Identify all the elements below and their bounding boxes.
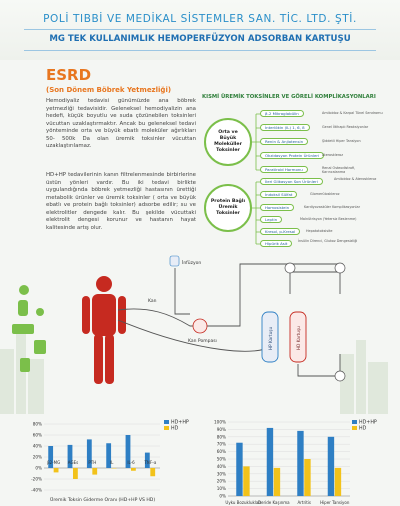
- city-background: [0, 334, 388, 414]
- y-tick-label: 70%: [216, 441, 226, 447]
- toxin-desc: Ateroskleroz: [322, 153, 344, 157]
- toxin-desc: Malnütrisyon (Yetersiz Beslenme): [300, 217, 357, 221]
- pressure-gauge-icon: [335, 371, 345, 381]
- y-tick-label: 80%: [216, 434, 226, 440]
- category-label: Uyku Bozuklukları: [225, 500, 262, 505]
- pump-label: Kan Pompası: [188, 339, 217, 344]
- toxin-item: Kresol, p-Kresol: [260, 228, 300, 235]
- category-label: AGEs: [67, 460, 79, 465]
- legend-hdhp: HD+HP: [359, 420, 377, 426]
- bar-hd: [274, 468, 280, 496]
- chart-title: Üremik Toksin Giderme Oranı (HD+HP VS HD): [50, 498, 156, 503]
- legend-hdhp: HD+HP: [171, 420, 189, 426]
- toxin-desc: Amiloidoz & Ateroskleroz: [334, 177, 377, 181]
- category-label: TNF-α: [144, 460, 157, 465]
- toxin-desc: Genel İltihaplı Reaksiyonlar: [322, 125, 369, 129]
- legend-swatch-hdhp: [164, 420, 169, 424]
- hp-cartridge-label: HP Kartuşu: [268, 326, 273, 350]
- legend-swatch-hd: [352, 426, 357, 430]
- toxin-desc: Amiloidoz & Karpal Tünel Sendromu: [322, 111, 383, 115]
- legend-swatch-hd: [164, 426, 169, 430]
- y-tick-label: -20%: [31, 476, 42, 482]
- header-divider: [24, 29, 376, 30]
- toxin-desc: Renal Osteodistrofi, Karıncalanma: [322, 166, 356, 174]
- diagram-title: KISMİ ÜREMİK TOKSİNLER VE GÖRELİ KOMPLİKASYONLARI: [202, 94, 376, 100]
- hd-cartridge-label: HD Kartuşu: [296, 326, 301, 350]
- blood-pump-icon: [193, 319, 207, 333]
- category-label: IL-6: [127, 460, 135, 465]
- group1-label: Orta ve Büyük Moleküller Toksinler: [214, 130, 242, 153]
- chart-legend: [352, 420, 377, 431]
- bar-hd: [54, 468, 59, 472]
- toxin-item: İleri Glikasyon Son Ürünleri: [260, 178, 323, 185]
- legend-hd: HD: [359, 426, 367, 431]
- y-tick-label: -40%: [31, 487, 42, 493]
- bar-hdhp: [267, 428, 273, 496]
- toxin-desc: Glomerüloskleroz: [310, 192, 340, 196]
- blood-tubing: [118, 264, 340, 376]
- pressure-gauge-icon: [335, 263, 345, 273]
- y-tick-label: 40%: [216, 463, 226, 469]
- toxin-removal-chart: [24, 416, 202, 506]
- category-label: PTH: [88, 460, 97, 465]
- y-tick-label: 20%: [216, 478, 226, 484]
- toxin-item: Hipürik Asit: [260, 240, 292, 247]
- y-tick-label: 0%: [219, 493, 226, 499]
- esrd-paragraph-1: Hemodiyaliz tedavisi günümüzde ana böbrek yetmezliği tedavisidir. Geleneksel hemodiyalizin ana hedefi, küçük boyutlu ve suda çözünebilen toksinleri vücuttan uzaklaştırmaktır. Ancak bu geleneksel tedavi yönteminde orta ve büyük ebatlı moleküler ağırlıkları 50- 500k Da olan üremik toksinler vücuttan uzaklaştırılamaz.: [46, 98, 196, 149]
- bar-hd: [150, 468, 155, 476]
- bar-hd: [335, 468, 341, 496]
- category-label: β2-MG: [47, 460, 61, 465]
- toxin-item: Homosistein: [260, 204, 294, 211]
- bar-hd: [92, 468, 97, 475]
- chart-legend: [164, 420, 189, 431]
- y-tick-label: 0%: [35, 465, 42, 471]
- infusion-bag-icon: [170, 256, 179, 266]
- legend-swatch-hdhp: [352, 420, 357, 424]
- bar-hd: [243, 466, 249, 496]
- infusion-label: İnfüzyon: [182, 261, 202, 266]
- y-tick-label: 60%: [216, 449, 226, 455]
- category-label: IL: [109, 460, 114, 465]
- y-tick-label: 80%: [32, 421, 42, 427]
- y-tick-label: 60%: [32, 432, 42, 438]
- category-label: Deride Kaşınma: [257, 500, 290, 505]
- esrd-subtitle: (Son Dönem Böbrek Yetmezliği): [46, 86, 172, 94]
- toxin-desc: Kardiyovasküler Komplikasyonlar: [304, 205, 360, 209]
- bar-hdhp: [236, 443, 242, 496]
- toxin-desc: Hepatotoksisite: [306, 229, 333, 233]
- y-tick-label: 50%: [216, 456, 226, 462]
- category-label: Artritis: [297, 500, 311, 505]
- y-tick-label: 90%: [216, 426, 226, 432]
- group-protein-bound-toxins: [204, 184, 252, 232]
- toxin-item: Renin & Anjiotensin: [260, 138, 308, 145]
- y-tick-label: 100%: [214, 419, 226, 425]
- category-label: Hiper Tansiyon: [320, 500, 350, 505]
- product-title: MG TEK KULLANIMLIK HEMOPERFÜZYON ADSORBAN KARTUŞU: [49, 34, 351, 44]
- esrd-title: ESRD: [46, 66, 92, 84]
- blood-label: Kan: [148, 299, 157, 304]
- group-medium-large-toxins: [204, 118, 252, 166]
- esrd-paragraph-2: HD+HP tedavilerinin kanın filtrelenmesinde birbirlerine üstün yönleri vardır. Bu iki tedavi birlikte uygulandığında böbrek yetmezliği hastasının ürettiği metabolik ürünler ve üremik toksinler ( orta ve büyük ebatlı ve protein bağlı toksinler) adsorbe edilir; su ve elektrolitler dengede kalır. Bu şekilde vücuttaki elektrolit dengesi korunur ve hastanın hayat kalitesinde artış olur.: [46, 172, 196, 231]
- bar-hd: [304, 459, 310, 496]
- y-tick-label: 10%: [216, 486, 226, 492]
- toxin-item: β-2 Mikroglobülin: [260, 110, 304, 117]
- human-body-figure: [82, 276, 126, 384]
- group2-label: Protein Bağlı Üremik Toksinler: [210, 199, 246, 216]
- y-tick-label: 30%: [216, 471, 226, 477]
- toxin-item: İnterlökin (IL) 1, 6, 8: [260, 124, 310, 131]
- bar-hdhp: [328, 437, 334, 496]
- header: [0, 0, 400, 60]
- legend-hd: HD: [171, 426, 179, 431]
- bar-hdhp: [297, 431, 303, 496]
- toxin-item: Leptin: [260, 216, 282, 223]
- symptom-improvement-chart: [208, 416, 386, 506]
- y-tick-label: 20%: [32, 454, 42, 460]
- treatment-circuit-illustration: [0, 254, 400, 414]
- bar-hd: [73, 468, 78, 479]
- toxin-item: Paratiroid Hormonu: [260, 166, 308, 173]
- y-tick-label: 40%: [32, 443, 42, 449]
- toxin-item: İndoksil Sülfat: [260, 191, 297, 198]
- bar-hd: [131, 468, 136, 471]
- company-name: POLİ TIBBİ VE MEDİKAL SİSTEMLER SAN. TİC. LTD. ŞTİ.: [43, 13, 357, 25]
- toxin-desc: Şiddetli Hiper Tansiyon: [322, 139, 361, 143]
- toxin-desc: İnsülin Direnci, Glukoz Dengesizliği: [298, 239, 358, 243]
- pressure-gauge-icon: [285, 263, 295, 273]
- toxin-item: Okzidasyon Protein Ürünleri: [260, 152, 324, 159]
- header-divider-bottom: [24, 50, 376, 51]
